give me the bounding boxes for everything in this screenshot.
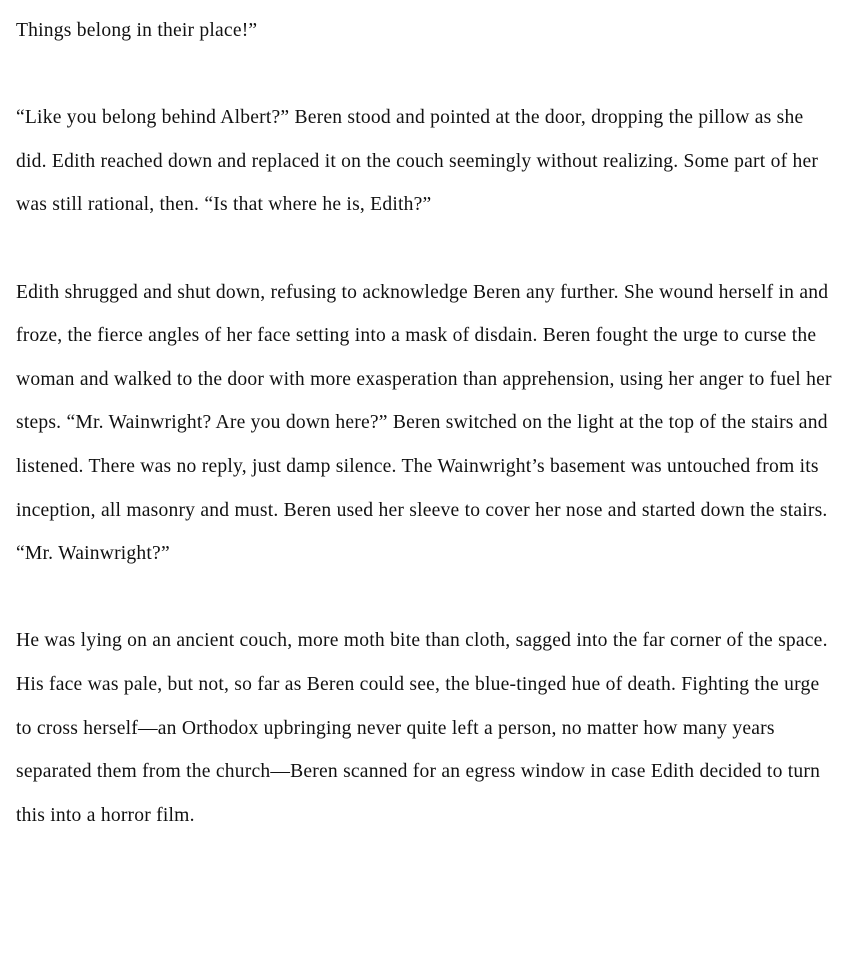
document-text-body: [16, 0, 838, 837]
paragraph-spacer: [16, 576, 838, 620]
paragraph-4: He was lying on an ancient couch, more moth bite than cloth, sagged into the far corner of the space. His face was pale, but not, so far as Beren could see, the blue-tinged hue of death. Fighting the urge to cross herself—an Orthodox upbringing never quite left a person, no matter how many years separated them from the church—Beren scanned for an egress window in case Edith decided to turn this into a horror film.: [16, 630, 828, 826]
paragraph-spacer: [16, 227, 838, 271]
paragraph-1: Things belong in their place!”: [16, 20, 258, 41]
paragraph-spacer: [16, 53, 838, 97]
paragraph-3: Edith shrugged and shut down, refusing to acknowledge Beren any further. She wound herself in and froze, the fierce angles of her face setting into a mask of disdain. Beren fought the urge to curse the woman and walked to the door with more exasperation than apprehension, using her anger to fuel her steps. “Mr. Wainwright? Are you down here?” Beren switched on the light at the top of the stairs and listened. There was no reply, just damp silence. The Wainwright’s basement was untouched from its inception, all masonry and must. Beren used her sleeve to cover her nose and started down the stairs. “Mr. Wainwright?”: [16, 281, 832, 565]
paragraph-2: “Like you belong behind Albert?” Beren stood and pointed at the door, dropping the pillow as she did. Edith reached down and replaced it on the couch seemingly without realizing. Some part of her was still rational, then. “Is that where he is, Edith?”: [16, 107, 819, 216]
